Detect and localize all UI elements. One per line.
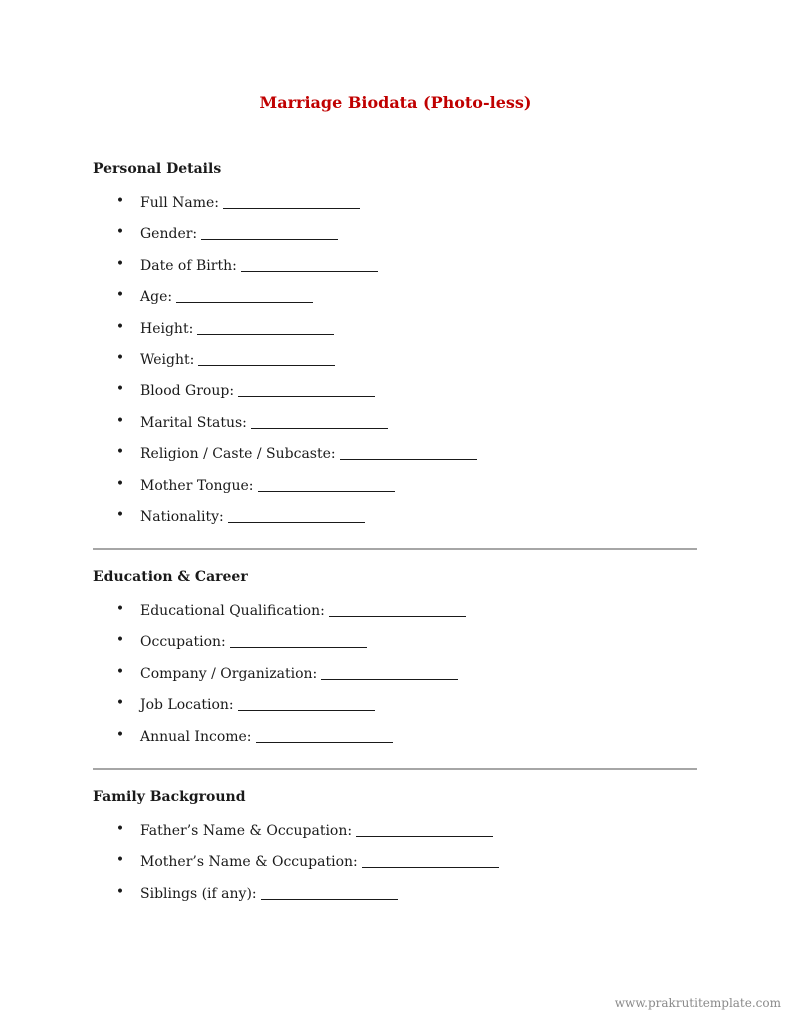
bullet-icon: • [115, 412, 125, 429]
bullet-icon: • [115, 883, 125, 900]
bullet-icon: • [115, 475, 125, 492]
fill-in-blank[interactable] [223, 194, 360, 209]
fill-in-blank[interactable] [258, 477, 395, 492]
field-label: Siblings (if any): [140, 885, 257, 902]
fill-in-blank[interactable] [251, 414, 388, 429]
field-label: Job Location: [140, 697, 234, 714]
bullet-icon: • [115, 601, 125, 617]
fill-in-blank[interactable] [362, 853, 499, 868]
fill-in-blank[interactable] [238, 382, 375, 397]
bullet-icon: • [115, 444, 125, 461]
bullet-icon: • [115, 255, 125, 272]
bullet-icon: • [115, 287, 125, 304]
bullet-icon: • [115, 663, 125, 680]
fill-in-blank[interactable] [230, 633, 367, 648]
field-label: Blood Group: [140, 383, 235, 400]
field-label: Weight: [140, 351, 195, 368]
field-label: Age: [140, 289, 173, 306]
field-label: Nationality: [140, 508, 224, 525]
field-label: Height: [140, 320, 194, 337]
fill-in-blank[interactable] [356, 822, 493, 837]
fill-in-blank[interactable] [241, 257, 378, 272]
fill-in-blank[interactable] [198, 351, 335, 366]
section-heading-family-background: Family Background [93, 789, 246, 805]
fill-in-blank[interactable] [340, 445, 477, 460]
fill-in-blank[interactable] [238, 696, 375, 711]
bullet-icon: • [115, 193, 125, 209]
bullet-icon: • [115, 632, 125, 649]
fill-in-blank[interactable] [228, 508, 365, 523]
section-divider [93, 548, 697, 550]
bullet-icon: • [115, 224, 125, 241]
field-label: Marital Status: [140, 414, 247, 431]
field-label: Occupation: [140, 634, 226, 651]
field-label: Father’s Name & Occupation: [140, 823, 353, 839]
field-label: Company / Organization: [140, 665, 318, 682]
bullet-icon: • [115, 821, 125, 837]
fill-in-blank[interactable] [201, 225, 338, 240]
bullet-icon: • [115, 695, 125, 712]
bullet-icon: • [115, 318, 125, 335]
bullet-icon: • [115, 852, 125, 869]
fill-in-blank[interactable] [176, 288, 313, 303]
footer-website: www.prakrutitemplate.com [614, 996, 781, 1010]
field-label: Full Name: [140, 195, 220, 211]
field-label: Religion / Caste / Subcaste: [140, 446, 336, 463]
bullet-icon: • [115, 381, 125, 398]
field-label: Annual Income: [140, 728, 252, 745]
section-divider [93, 768, 697, 770]
fill-in-blank[interactable] [261, 885, 398, 900]
field-label: Gender: [140, 226, 198, 243]
document-title: Marriage Biodata (Photo-less) [259, 93, 532, 112]
bullet-icon: • [115, 726, 125, 743]
bullet-icon: • [115, 349, 125, 366]
fill-in-blank[interactable] [256, 728, 393, 743]
section-heading-education-career: Education & Career [93, 569, 248, 585]
fill-in-blank[interactable] [321, 665, 458, 680]
fill-in-blank[interactable] [197, 320, 334, 335]
field-label: Mother Tongue: [140, 477, 254, 494]
field-label: Mother’s Name & Occupation: [140, 854, 358, 871]
fill-in-blank[interactable] [329, 602, 466, 617]
field-label: Date of Birth: [140, 257, 237, 274]
bullet-icon: • [115, 506, 125, 523]
section-heading-personal-details: Personal Details [93, 161, 222, 177]
field-label: Educational Qualification: [140, 603, 325, 619]
